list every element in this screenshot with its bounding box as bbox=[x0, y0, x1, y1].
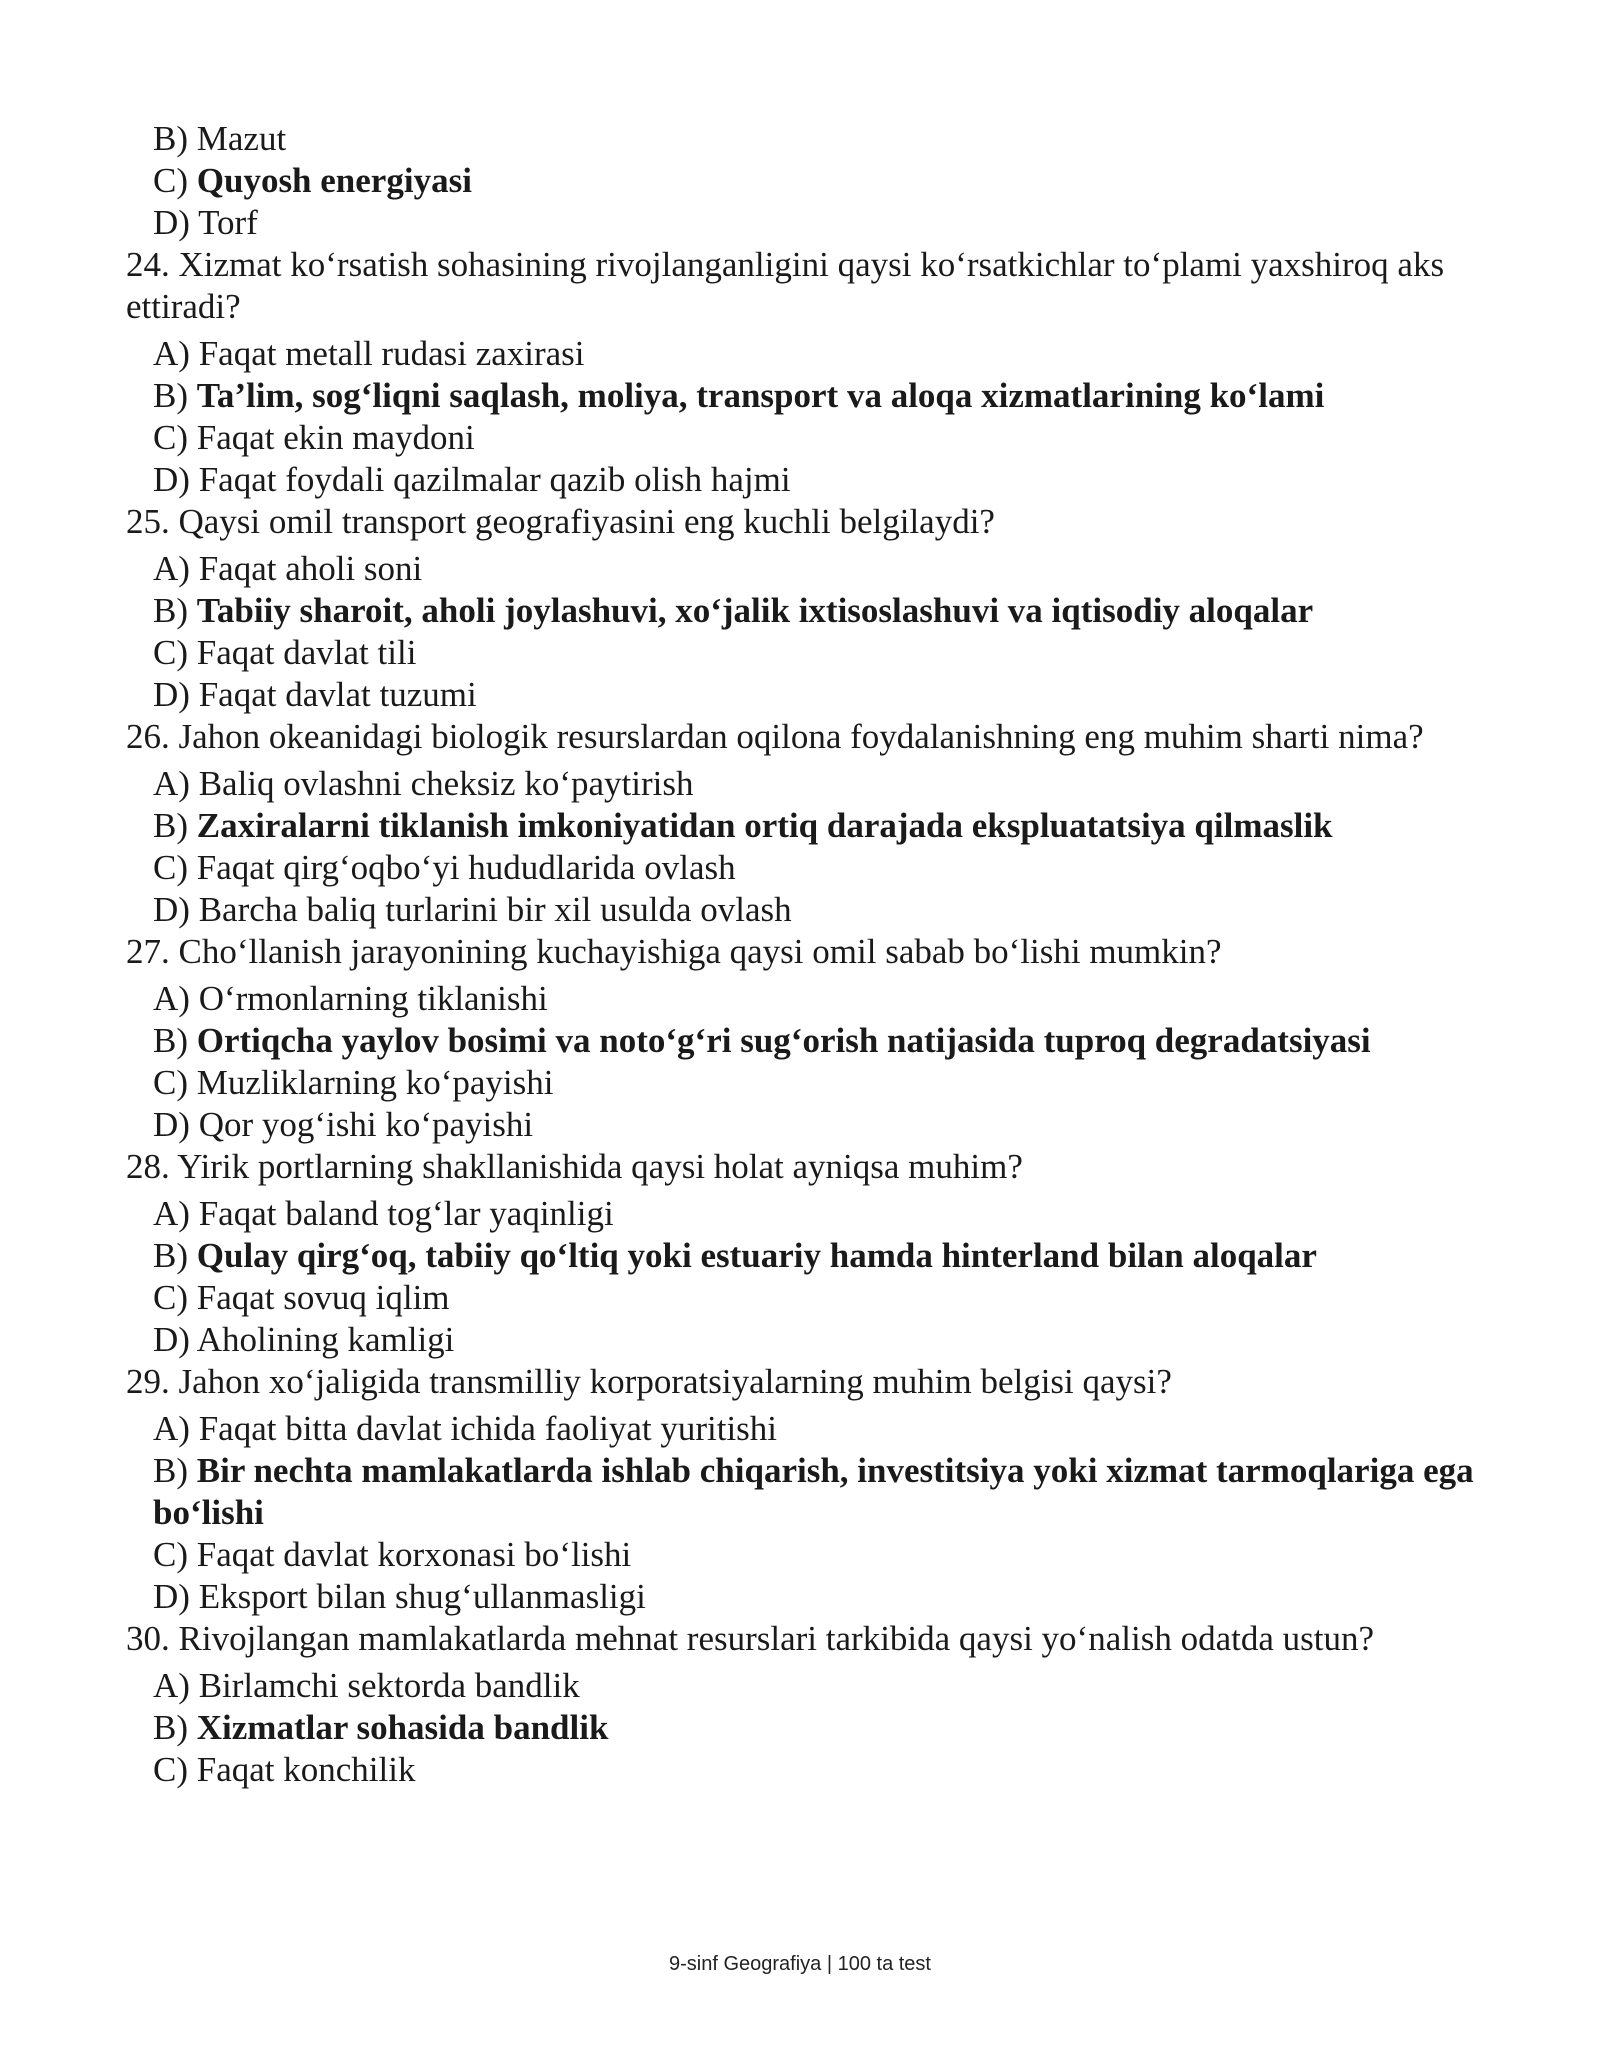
answer-option bbox=[126, 978, 1476, 1020]
continued-options bbox=[126, 118, 1476, 244]
option-letter: D) bbox=[153, 1320, 190, 1359]
option-text: Faqat aholi soni bbox=[198, 549, 423, 588]
option-letter: B) bbox=[153, 376, 188, 415]
option-letter: C) bbox=[153, 848, 188, 887]
option-letter: C) bbox=[153, 1278, 188, 1317]
option-text: Birlamchi sektorda bandlik bbox=[198, 1666, 580, 1705]
answer-option bbox=[126, 202, 1476, 244]
option-text: Faqat davlat tuzumi bbox=[198, 675, 477, 714]
option-text: O‘rmonlarning tiklanishi bbox=[198, 979, 548, 1018]
answer-option bbox=[126, 847, 1476, 889]
option-letter: A) bbox=[153, 979, 190, 1018]
option-letter: B) bbox=[153, 119, 188, 158]
question-text: 26. Jahon okeanidagi biologik resurslardan oqilona foydalanishning eng muhim sharti nima? bbox=[126, 717, 1424, 756]
option-text: Barcha baliq turlarini bir xil usulda ovlash bbox=[198, 890, 792, 929]
answer-option bbox=[126, 1104, 1476, 1146]
option-text: Eksport bilan shug‘ullanmasligi bbox=[198, 1577, 646, 1616]
option-letter: C) bbox=[153, 633, 188, 672]
option-letter: D) bbox=[153, 675, 190, 714]
answer-option bbox=[126, 1576, 1476, 1618]
question-block bbox=[126, 931, 1476, 1146]
option-text: Tabiiy sharoit, aholi joylashuvi, xo‘jalik ixtisoslashuvi va iqtisodiy aloqalar bbox=[196, 591, 1314, 630]
question-text: 29. Jahon xo‘jaligida transmilliy korporatsiyalarning muhim belgisi qaysi? bbox=[126, 1362, 1172, 1401]
answer-option-correct bbox=[126, 160, 1476, 202]
answer-option-correct bbox=[126, 1020, 1476, 1062]
options-list bbox=[126, 548, 1476, 716]
option-text: Faqat davlat tili bbox=[196, 633, 417, 672]
answer-option-correct bbox=[126, 1235, 1476, 1277]
option-letter: D) bbox=[153, 1577, 190, 1616]
options-list bbox=[126, 1665, 1476, 1791]
option-letter: A) bbox=[153, 764, 190, 803]
question-block bbox=[126, 1361, 1476, 1618]
question-block bbox=[126, 1618, 1476, 1791]
option-text: Xizmatlar sohasida bandlik bbox=[196, 1708, 609, 1747]
option-text: Faqat foydali qazilmalar qazib olish hajmi bbox=[198, 460, 791, 499]
option-letter: A) bbox=[153, 1666, 190, 1705]
answer-option bbox=[126, 1534, 1476, 1576]
answer-option bbox=[126, 1193, 1476, 1235]
answer-option bbox=[126, 1062, 1476, 1104]
answer-option bbox=[126, 632, 1476, 674]
option-letter: C) bbox=[153, 418, 188, 457]
option-text: Aholining kamligi bbox=[196, 1320, 455, 1359]
question-block bbox=[126, 716, 1476, 931]
answer-option-correct bbox=[126, 590, 1476, 632]
option-text: Qulay qirg‘oq, tabiiy qo‘ltiq yoki estuariy hamda hinterland bilan aloqalar bbox=[196, 1236, 1317, 1275]
questions-list bbox=[126, 244, 1476, 1791]
option-text: Faqat ekin maydoni bbox=[196, 418, 475, 457]
option-text: Baliq ovlashni cheksiz ko‘paytirish bbox=[198, 764, 694, 803]
answer-option bbox=[126, 459, 1476, 501]
option-letter: D) bbox=[153, 460, 190, 499]
question-text: 25. Qaysi omil transport geografiyasini eng kuchli belgilaydi? bbox=[126, 502, 995, 541]
option-letter: B) bbox=[153, 1451, 188, 1490]
option-text: Quyosh energiyasi bbox=[196, 161, 472, 200]
option-letter: C) bbox=[153, 1535, 188, 1574]
question-block bbox=[126, 244, 1476, 501]
question-text: 30. Rivojlangan mamlakatlarda mehnat resurslari tarkibida qaysi yo‘nalish odatda ustun? bbox=[126, 1619, 1374, 1658]
option-text: Torf bbox=[198, 203, 258, 242]
option-letter: A) bbox=[153, 334, 190, 373]
option-letter: C) bbox=[153, 1063, 188, 1102]
options-list bbox=[126, 1408, 1476, 1618]
option-text: Faqat davlat korxonasi bo‘lishi bbox=[196, 1535, 632, 1574]
option-letter: D) bbox=[153, 203, 190, 242]
option-text: Qor yog‘ishi ko‘payishi bbox=[198, 1105, 534, 1144]
option-letter: B) bbox=[153, 591, 188, 630]
option-text: Ortiqcha yaylov bosimi va noto‘g‘ri sug‘orish natijasida tuproq degradatsiyasi bbox=[196, 1021, 1371, 1060]
option-text: Muzliklarning ko‘payishi bbox=[196, 1063, 554, 1102]
answer-option bbox=[126, 763, 1476, 805]
answer-option bbox=[126, 417, 1476, 459]
option-text: Faqat konchilik bbox=[196, 1750, 416, 1789]
question-text: 28. Yirik portlarning shakllanishida qaysi holat ayniqsa muhim? bbox=[126, 1147, 1023, 1186]
option-letter: A) bbox=[153, 549, 190, 588]
question-block bbox=[126, 501, 1476, 716]
option-letter: B) bbox=[153, 1708, 188, 1747]
question-text: 24. Xizmat ko‘rsatish sohasining rivojlanganligini qaysi ko‘rsatkichlar to‘plami yaxshiroq aks ettiradi? bbox=[126, 245, 1445, 326]
option-text: Faqat bitta davlat ichida faoliyat yuritishi bbox=[198, 1409, 778, 1448]
document-page bbox=[126, 118, 1476, 1791]
answer-option bbox=[126, 1665, 1476, 1707]
answer-option bbox=[126, 548, 1476, 590]
answer-option bbox=[126, 1319, 1476, 1361]
option-letter: B) bbox=[153, 1021, 188, 1060]
option-letter: B) bbox=[153, 1236, 188, 1275]
options-list bbox=[126, 333, 1476, 501]
option-text: Zaxiralarni tiklanish imkoniyatidan ortiq darajada ekspluatatsiya qilmaslik bbox=[196, 806, 1333, 845]
option-letter: C) bbox=[153, 161, 188, 200]
option-letter: C) bbox=[153, 1750, 188, 1789]
option-text: Mazut bbox=[196, 119, 287, 158]
option-text: Ta’lim, sog‘liqni saqlash, moliya, transport va aloqa xizmatlarining ko‘lami bbox=[196, 376, 1325, 415]
question-block bbox=[126, 1146, 1476, 1361]
option-letter: D) bbox=[153, 1105, 190, 1144]
answer-option bbox=[126, 889, 1476, 931]
option-letter: B) bbox=[153, 806, 188, 845]
option-text: Faqat metall rudasi zaxirasi bbox=[198, 334, 585, 373]
answer-option bbox=[126, 674, 1476, 716]
option-text: Bir nechta mamlakatlarda ishlab chiqarish, investitsiya yoki xizmat tarmoqlariga ega bo‘lishi bbox=[153, 1451, 1474, 1532]
answer-option bbox=[126, 1277, 1476, 1319]
option-letter: D) bbox=[153, 890, 190, 929]
options-list bbox=[126, 763, 1476, 931]
answer-option bbox=[126, 1749, 1476, 1791]
option-text: Faqat qirg‘oqbo‘yi hududlarida ovlash bbox=[196, 848, 736, 887]
answer-option bbox=[126, 1408, 1476, 1450]
page-footer: 9-sinf Geografiya | 100 ta test bbox=[668, 1953, 931, 1975]
options-list bbox=[126, 1193, 1476, 1361]
answer-option bbox=[126, 333, 1476, 375]
question-text: 27. Cho‘llanish jarayonining kuchayishiga qaysi omil sabab bo‘lishi mumkin? bbox=[126, 932, 1222, 971]
answer-option-correct bbox=[126, 375, 1476, 417]
answer-option-correct bbox=[126, 1707, 1476, 1749]
option-text: Faqat sovuq iqlim bbox=[196, 1278, 450, 1317]
option-letter: A) bbox=[153, 1194, 190, 1233]
option-text: Faqat baland tog‘lar yaqinligi bbox=[198, 1194, 614, 1233]
answer-option bbox=[126, 118, 1476, 160]
options-list bbox=[126, 978, 1476, 1146]
answer-option-correct bbox=[126, 1450, 1476, 1534]
answer-option-correct bbox=[126, 805, 1476, 847]
option-letter: A) bbox=[153, 1409, 190, 1448]
